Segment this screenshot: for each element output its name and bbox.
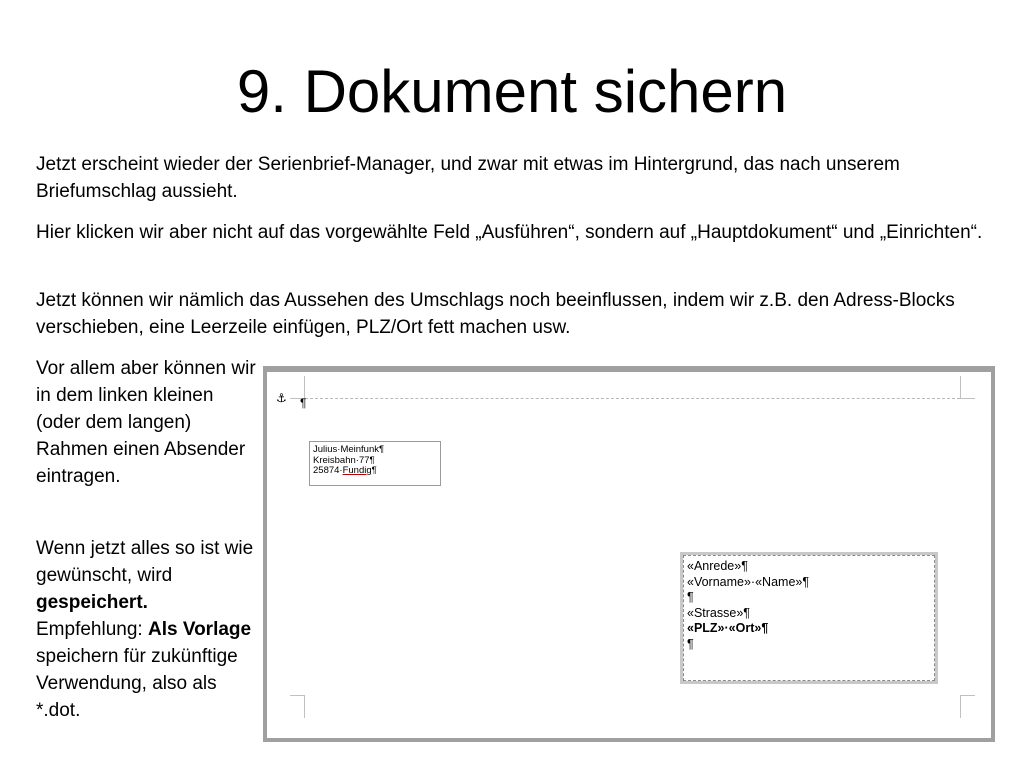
paragraph-intro: Jetzt erscheint wieder der Serienbrief-Manager, und zwar mit etwas im Hintergrund, das nach unserem Briefumschlag aussieht. [36, 154, 900, 202]
anchor-icon: ⚓ [276, 391, 287, 405]
field-plz-ort: «PLZ»·«Ort»¶ [687, 621, 769, 635]
field-strasse: «Strasse»¶ [687, 605, 750, 620]
header-boundary [305, 398, 960, 399]
template-keyword: Als Vorlage [147, 619, 252, 640]
margin-corner-top-right [960, 376, 975, 399]
field-vorname-name: «Vorname»·«Name»¶ [687, 574, 810, 589]
paragraph-instructions: Hier klicken wir aber nicht auf das vorgewählte Feld „Ausführen“, sondern auf „Hauptdokument“ und „Einrichten“. [36, 222, 983, 243]
margin-corner-bottom-left [290, 695, 305, 718]
empty-line: ¶ [687, 590, 694, 604]
margin-corner-bottom-right [960, 695, 975, 718]
sender-frame[interactable] [309, 441, 441, 486]
envelope-screenshot [263, 366, 995, 742]
side-paragraph-save: Wenn jetzt alles so ist wie gewünscht, wird gespeichert. Empfehlung: Als Vorlage speichern für zukünftige Verwendung, also als *.dot. [36, 538, 254, 721]
sender-name: Julius·Meinfunk¶ [313, 444, 385, 455]
address-frame[interactable] [680, 552, 938, 684]
side-paragraph-sender: Vor allem aber können wir in dem linken kleinen (oder dem langen) Rahmen einen Absender eintragen. [36, 358, 256, 487]
page-title: 9. Dokument sichern [236, 58, 788, 125]
sender-street: Kreisbahn·77¶ [313, 454, 375, 466]
field-anrede: «Anrede»¶ [687, 559, 748, 573]
paragraph-appearance: Jetzt können wir nämlich das Aussehen des Umschlags noch beeinflussen, indem wir z.B. den Adress-Blocks verschieben, eine Leerzeile einfügen, PLZ/Ort fett machen usw. [36, 290, 955, 338]
envelope-page [267, 372, 991, 738]
sender-city: 25874·Fundig¶ [313, 465, 377, 476]
empty-line: ¶ [687, 636, 694, 651]
save-keyword: gespeichert. [36, 592, 148, 613]
paragraph-mark: ¶ [300, 396, 307, 410]
